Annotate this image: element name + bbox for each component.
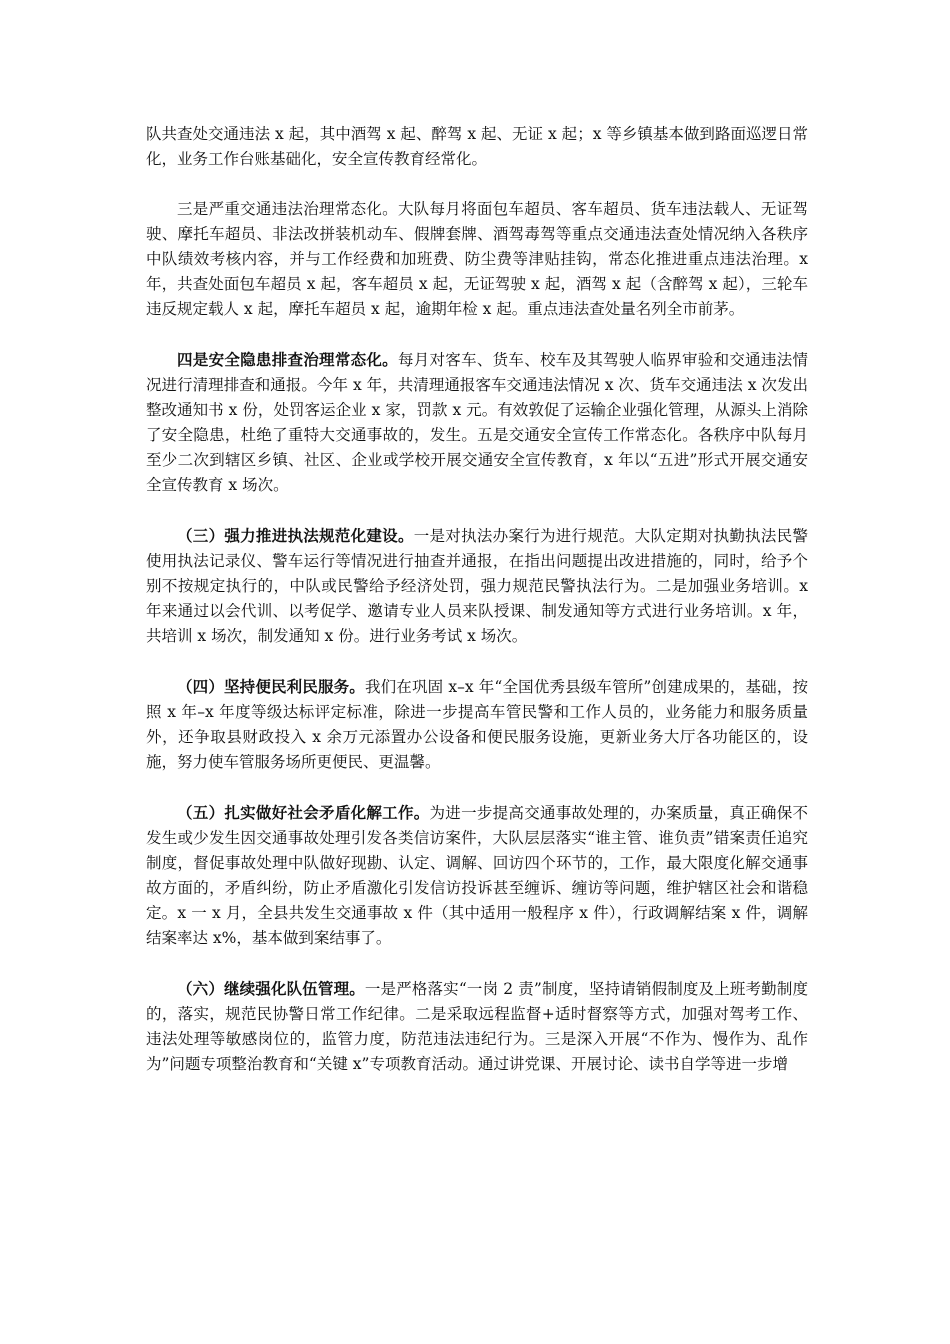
paragraph-2 xyxy=(146,197,808,322)
document-page xyxy=(146,122,808,1102)
paragraph-1-text: 队共查处交通违法 x 起，其中酒驾 x 起、醉驾 x 起、无证 x 起；x 等乡镇基本做到路面巡逻日常化，业务工作台账基础化，安全宣传教育经常化。 xyxy=(146,125,808,168)
paragraph-1 xyxy=(146,122,808,172)
paragraph-3-heading: 四是安全隐患排查治理常态化。 xyxy=(177,350,398,369)
paragraph-6-text: 为进一步提高交通事故处理的，办案质量，真正确保不发生或少发生因交通事故处理引发各类信访案件，大队层层落实“谁主管、谁负责”错案责任追究制度，督促事故处理中队做好现勘、认定、调解、回访四个环节的，工作，最大限度化解交通事故方面的，矛盾纠纷，防止矛盾激化引发信访投诉甚至缠诉、缠访等问题，维护辖区社会和谐稳定。x 一 x 月，全县共发生交通事故 x 件（其中适用一般程序 x 件），行政调解结案 x 件，调解结案率达 x%，基本做到案结事了。 xyxy=(146,804,808,947)
paragraph-5-text: 我们在巩固 x–x 年“全国优秀县级车管所”创建成果的，基础，按照 x 年–x 年度等级达标评定标准，除进一步提高车管民警和工作人员的，业务能力和服务质量外，还争取县财政投入 x 余万元添置办公设备和便民服务设施，更新业务大厅各功能区的，设施，努力使车管服务场所更便民、更温馨。 xyxy=(146,678,808,771)
paragraph-4-text: 一是对执法办案行为进行规范。大队定期对执勤执法民警使用执法记录仪、警车运行等情况进行抽查并通报，在指出问题提出改进措施的，同时，给予个别不按规定执行的，中队或民警给予经济处罚，强力规范民警执法行为。二是加强业务培训。x 年来通过以会代训、以考促学、邀请专业人员来队授课、制发通知等方式进行业务培训。x 年，共培训 x 场次，制发通知 x 份。进行业务考试 x 场次。 xyxy=(146,527,808,645)
paragraph-7 xyxy=(146,976,808,1077)
paragraph-6-heading: （五）扎实做好社会矛盾化解工作。 xyxy=(177,803,430,822)
paragraph-7-heading: （六）继续强化队伍管理。 xyxy=(177,979,365,998)
paragraph-3-text: 每月对客车、货车、校车及其驾驶人临界审验和交通违法情况进行清理排查和通报。今年 x 年，共清理通报客车交通违法情况 x 次、货车交通违法 x 次发出整改通知书 x 份，处罚客运企业 x 家，罚款 x 元。有效敦促了运输企业强化管理，从源头上消除了安全隐患，杜绝了重特大交通事故的，发生。五是交通安全宣传工作常态化。各秩序中队每月至少二次到辖区乡镇、社区、企业或学校开展交通安全宣传教育，x 年以“五进”形式开展交通安全宣传教育 x 场次。 xyxy=(146,351,808,494)
paragraph-2-text: 三是严重交通违法治理常态化。大队每月将面包车超员、客车超员、货车违法载人、无证驾驶、摩托车超员、非法改拼装机动车、假牌套牌、酒驾毒驾等重点交通违法查处情况纳入各秩序中队绩效考核内容，并与工作经费和加班费、防尘费等津贴挂钩，常态化推进重点违法治理。x 年，共查处面包车超员 x 起，客车超员 x 起，无证驾驶 x 起，酒驾 x 起（含醉驾 x 起），三轮车违反规定载人 x 起，摩托车超员 x 起，逾期年检 x 起。重点违法查处量名列全市前茅。 xyxy=(146,200,808,318)
paragraph-6 xyxy=(146,800,808,951)
paragraph-7-text: 一是严格落实“一岗 2 责”制度，坚持请销假制度及上班考勤制度的，落实，规范民协警日常工作纪律。二是采取远程监督+适时督察等方式，加强对驾考工作、违法处理等敏感岗位的，监管力度，防范违法违纪行为。三是深入开展“不作为、慢作为、乱作为”问题专项整治教育和“关键 x”专项教育活动。通过讲党课、开展讨论、读书自学等进一步增 xyxy=(146,980,808,1073)
paragraph-5-heading: （四）坚持便民利民服务。 xyxy=(177,677,365,696)
paragraph-5 xyxy=(146,674,808,775)
paragraph-4-heading: （三）强力推进执法规范化建设。 xyxy=(177,526,414,545)
paragraph-4 xyxy=(146,523,808,649)
paragraph-3 xyxy=(146,347,808,498)
